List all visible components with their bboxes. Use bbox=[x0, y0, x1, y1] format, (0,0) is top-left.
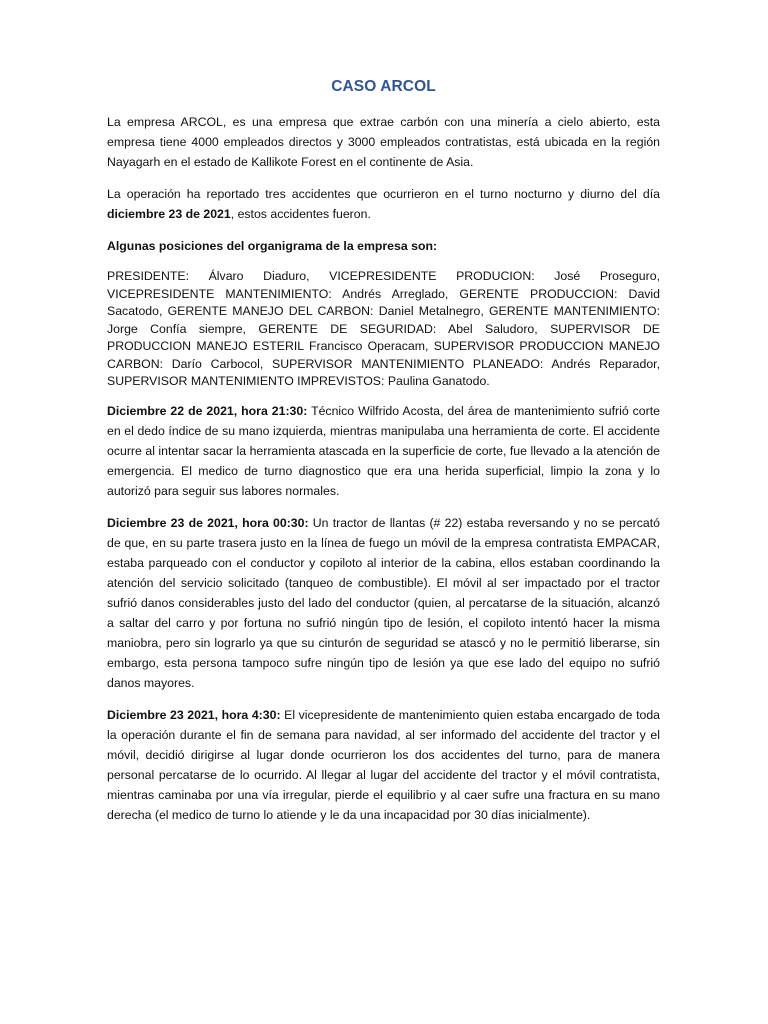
event-1-text: Técnico Wilfrido Acosta, del área de mantenimiento sufrió corte en el dedo índice de su mano izquierda, mientras manipulaba una herramienta de corte. El accidente ocurre al intentar sacar la herramienta atascada en la superficie de corte, fue llevado a la atención de emergencia. El medico de turno diagnostico que era una herida superficial, limpio la zona y lo autorizó para seguir sus labores normales. bbox=[107, 403, 660, 498]
org-roster-paragraph: PRESIDENTE: Álvaro Diaduro, VICEPRESIDENTE PRODUCION: José Proseguro, VICEPRESIDENTE MANTENIMIENTO: Andrés Arreglado, GERENTE PRODUCCION: David Sacatodo, GERENTE MANEJO DEL CARBON: Daniel Metalnegro, GERENTE MANTENIMIENTO: Jorge Confía siempre, GERENTE DE SEGURIDAD: Abel Saludoro, SUPERVISOR DE PRODUCCION MANEJO ESTERIL Francisco Operacam, SUPERVISOR PRODUCCION MANEJO CARBON: Darío Carbocol, SUPERVISOR MANTENIMIENTO PLANEADO: Andrés Reparador, SUPERVISOR MANTENIMIENTO IMPREVISTOS: Paulina Ganatodo. bbox=[107, 269, 660, 388]
event-3-label: Diciembre 23 2021, hora 4:30: bbox=[107, 707, 281, 722]
event-2-label: Diciembre 23 de 2021, hora 00:30: bbox=[107, 515, 309, 530]
operation-text-end: , estos accidentes fueron. bbox=[230, 207, 371, 221]
event-1-paragraph bbox=[107, 401, 660, 501]
event-2-text: Un tractor de llantas (# 22) estaba reversando y no se percató de que, en su parte trasera justo en la línea de fuego un móvil de la empresa contratista EMPACAR, estaba parqueado con el conductor y copiloto al interior de la cabina, ellos estaban coordinando la atención del servicio solicitado (tanqueo de combustible). El móvil al ser impactado por el tractor sufrió danos considerables justo del lado del conductor (quien, al percatarse de la situación, alcanzó a saltar del carro y por fortuna no sufrió ningún tipo de lesión, el copiloto intentó hacer la misma maniobra, pero sin lograrlo ya que su cinturón de seguridad se atascó y no le permitió liberarse, sin embargo, esta persona tampoco sufre ningún tipo de lesión ya que ese lado del equipo no sufrió danos mayores. bbox=[107, 515, 660, 690]
intro-paragraph: La empresa ARCOL, es una empresa que extrae carbón con una minería a cielo abierto, esta empresa tiene 4000 empleados directos y 3000 empleados contratistas, está ubicada en la región Nayagarh en el estado de Kallikote Forest en el continente de Asia. bbox=[107, 115, 660, 169]
event-1-label: Diciembre 22 de 2021, hora 21:30: bbox=[107, 403, 308, 418]
operation-text-start: La operación ha reportado tres accidentes que ocurrieron en el turno nocturno y diurno del día bbox=[107, 187, 660, 201]
org-heading-text: Algunas posiciones del organigrama de la empresa son: bbox=[107, 239, 438, 253]
document-title: CASO ARCOL bbox=[331, 78, 436, 95]
event-3-paragraph bbox=[107, 705, 660, 825]
event-2-paragraph bbox=[107, 513, 660, 693]
operation-paragraph bbox=[107, 184, 660, 224]
event-3-text: El vicepresidente de mantenimiento quien estaba encargado de toda la operación durante el fin de semana para navidad, al ser informado del accidente del tractor y el móvil, decidió dirigirse al lugar donde ocurrieron los dos accidentes del turno, para de manera personal percatarse de lo ocurrido. Al llegar al lugar del accidente del tractor y el móvil contratista, mientras caminaba por una vía irregular, pierde el equilibrio y al caer sufre una fractura en su mano derecha (el medico de turno lo atiende y le da una incapacidad por 30 días inicialmente). bbox=[107, 707, 661, 822]
operation-date: diciembre 23 de 2021 bbox=[107, 207, 231, 221]
org-heading bbox=[107, 236, 660, 256]
document-page bbox=[107, 78, 660, 825]
